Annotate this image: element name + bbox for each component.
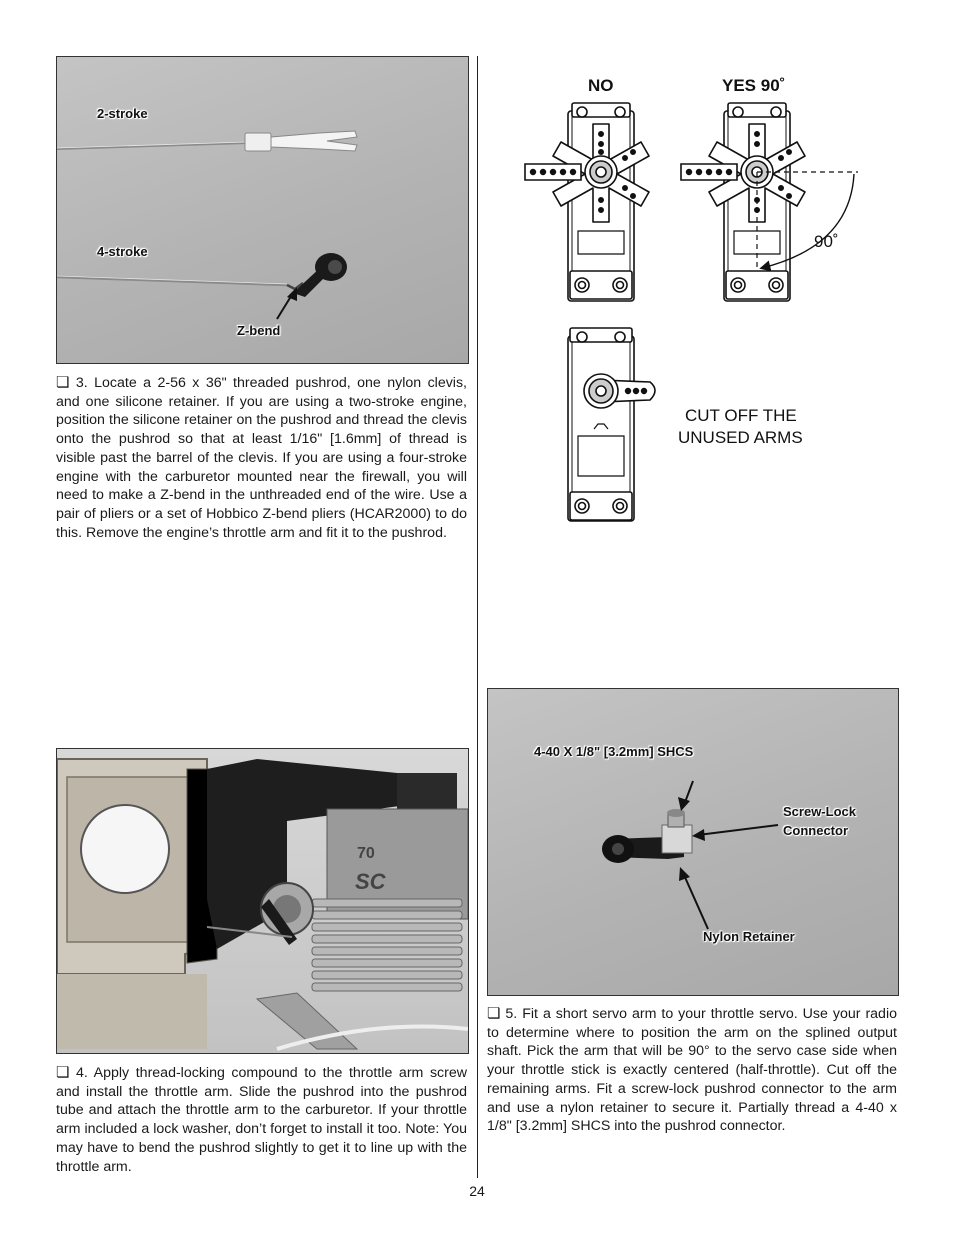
servo-no — [525, 103, 649, 301]
engine-marking-sc: SC — [355, 869, 386, 894]
label-cut-off-line-2: UNUSED ARMS — [678, 428, 803, 447]
connector-illustration — [488, 689, 898, 995]
servo-cutoff — [568, 328, 655, 521]
label-nylon-retainer: Nylon Retainer — [703, 929, 795, 944]
label-cut-off-line-1: CUT OFF THE — [685, 406, 797, 425]
page-number: 24 — [469, 1183, 485, 1199]
engine-illustration — [57, 749, 468, 1053]
servo-diagram — [478, 56, 898, 536]
label-z-bend: Z-bend — [237, 323, 281, 338]
step-4-body: 4. Apply thread-locking compound to the throttle arm screw and install the throttle arm. Slide the pushrod into the pushrod tube and attach the throttle arm to the carburetor. If your throttle arm included a lock washer, don’t forget to install it too. Note: You may have to bend the pushrod slightly to get it to line up with the throttle arm. — [56, 1065, 467, 1175]
label-90-degrees: 90˚ — [814, 232, 839, 251]
engine-photo — [56, 748, 469, 1054]
label-screw-lock: Screw-Lock — [783, 804, 856, 819]
pushrod-photo — [56, 56, 469, 364]
servo-yes — [681, 103, 805, 301]
pushrod-illustration — [57, 57, 468, 363]
step-4-checkbox[interactable]: ❏ — [56, 1064, 70, 1081]
connector-photo — [487, 688, 899, 996]
step-5-body: 5. Fit a short servo arm to your throttle servo. Use your radio to determine where to position the arm on the splined output shaft. Pick the arm that will be 90° to the servo case side when your throttle stick is exactly centered (half-throttle). Cut off the remaining arms. Fit a screw-lock pushrod connector to the arm and use a nylon retainer to secure it. Partially thread a 4-40 x 1/8" [3.2mm] SHCS into the pushrod connector. — [487, 1006, 897, 1135]
label-yes-90: YES 90˚ — [722, 76, 786, 95]
step-4-text — [56, 1064, 467, 1176]
label-2-stroke: 2-stroke — [97, 106, 148, 121]
servo-drawings — [478, 56, 898, 536]
label-no: NO — [588, 76, 614, 95]
step-3-text — [56, 374, 467, 542]
label-shcs: 4-40 X 1/8" [3.2mm] SHCS — [534, 744, 694, 759]
engine-marking-70: 70 — [357, 845, 375, 862]
step-5-text — [487, 1005, 897, 1136]
step-5-checkbox[interactable]: ❏ — [487, 1005, 501, 1022]
step-3-body: 3. Locate a 2-56 x 36" threaded pushrod, one nylon clevis, and one silicone retainer. If you are using a two-stroke engine, position the silicone retainer on the pushrod and thread the clevis onto the pushrod so that at least 1/16" [1.6mm] of thread is visible past the barrel of the clevis. If you are using a four-stroke engine with the carburetor mounted near the firewall, you will need to make a Z-bend in the unthreaded end of the wire. Use a pair of pliers or a set of Hobbico Z-bend pliers (HCAR2000) to do this. Remove the engine’s throttle arm and fit it to the pushrod. — [56, 375, 467, 541]
step-3-checkbox[interactable]: ❏ — [56, 374, 70, 391]
label-4-stroke: 4-stroke — [97, 244, 148, 259]
label-connector: Connector — [783, 823, 848, 838]
